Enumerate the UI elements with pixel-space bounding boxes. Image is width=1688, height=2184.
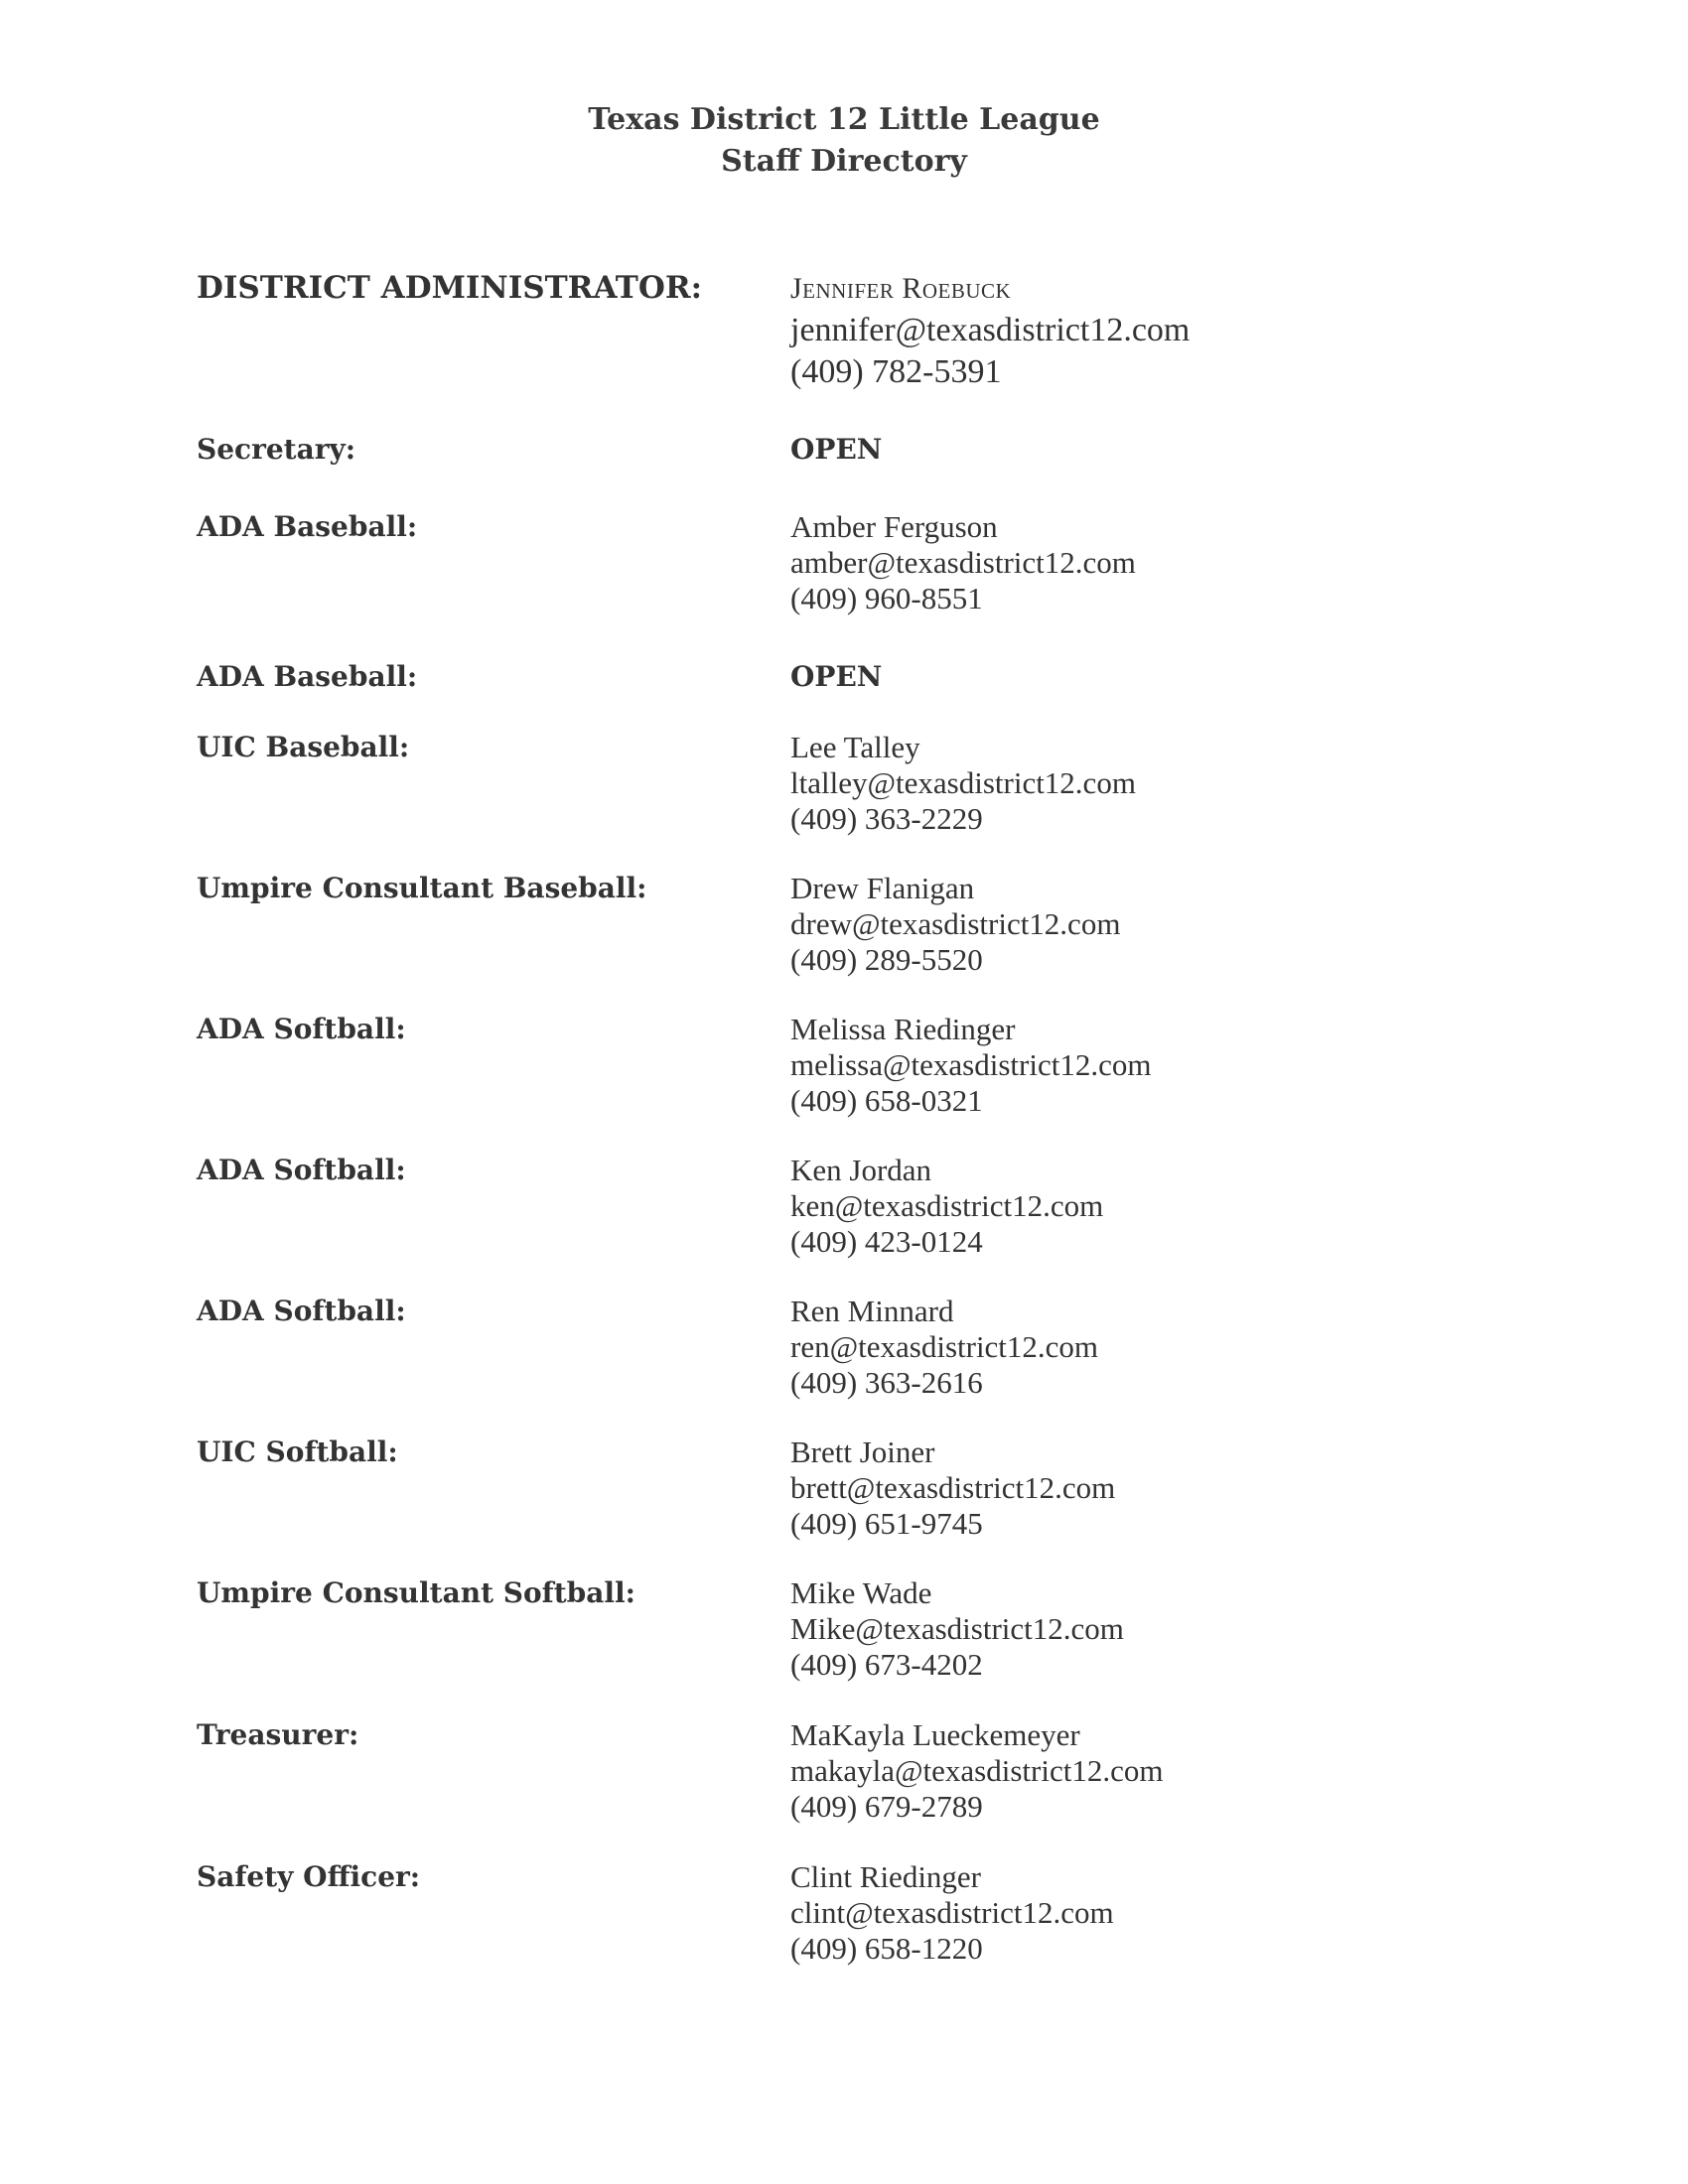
- contact-phone: (409) 782-5391: [790, 353, 1002, 390]
- contact-info: [790, 268, 1585, 393]
- contact-name: Brett Joiner: [790, 1434, 935, 1469]
- contact-phone: (409) 651-9745: [790, 1506, 983, 1541]
- contact-phone: (409) 679-2789: [790, 1789, 983, 1824]
- contact-phone: (409) 673-4202: [790, 1647, 983, 1682]
- contact-info: [790, 509, 1585, 616]
- contact-email: Mike@texasdistrict12.com: [790, 1611, 1124, 1646]
- contact-email: clint@texasdistrict12.com: [790, 1895, 1114, 1930]
- contact-phone: (409) 658-0321: [790, 1083, 983, 1118]
- role-label: ADA Softball:: [197, 1154, 406, 1186]
- contact-email: melissa@texasdistrict12.com: [790, 1047, 1152, 1082]
- contact-name: Ren Minnard: [790, 1294, 954, 1328]
- contact-name: Clint Riedinger: [790, 1859, 982, 1894]
- contact-email: ren@texasdistrict12.com: [790, 1329, 1099, 1364]
- contact-name: Mike Wade: [790, 1575, 932, 1610]
- contact-info: [790, 1717, 1585, 1825]
- role-label: Umpire Consultant Softball:: [197, 1576, 635, 1609]
- role-label: ADA Softball:: [197, 1013, 406, 1045]
- contact-name: Drew Flanigan: [790, 871, 975, 905]
- contact-name: Lee Talley: [790, 730, 920, 764]
- contact-info: [790, 1153, 1585, 1260]
- contact-email: drew@texasdistrict12.com: [790, 906, 1121, 941]
- contact-phone: (409) 289-5520: [790, 942, 983, 977]
- contact-name: OPEN: [790, 433, 883, 466]
- role-label: UIC Baseball:: [197, 731, 410, 763]
- contact-info: [790, 1859, 1585, 1967]
- contact-info: [790, 730, 1585, 837]
- contact-name: Amber Ferguson: [790, 509, 998, 544]
- contact-email: brett@texasdistrict12.com: [790, 1470, 1116, 1505]
- contact-phone: (409) 363-2229: [790, 801, 983, 836]
- contact-info: [790, 1012, 1585, 1119]
- role-label: Safety Officer:: [197, 1860, 421, 1893]
- contact-name: Jennifer Roebuck: [790, 272, 1012, 305]
- contact-email: makayla@texasdistrict12.com: [790, 1753, 1164, 1788]
- contact-phone: (409) 363-2616: [790, 1365, 983, 1400]
- role-label: DISTRICT ADMINISTRATOR:: [197, 270, 703, 306]
- contact-email: ken@texasdistrict12.com: [790, 1188, 1104, 1223]
- role-label: ADA Baseball:: [197, 660, 418, 693]
- contact-info: [790, 871, 1585, 978]
- contact-name: OPEN: [790, 660, 883, 693]
- contact-info: [790, 659, 1585, 695]
- role-label: UIC Softball:: [197, 1435, 398, 1468]
- role-label: ADA Baseball:: [197, 510, 418, 543]
- contact-info: [790, 1575, 1585, 1683]
- contact-name: MaKayla Lueckemeyer: [790, 1717, 1080, 1752]
- role-label: ADA Softball:: [197, 1295, 406, 1327]
- contact-info: [790, 1294, 1585, 1401]
- contact-phone: (409) 658-1220: [790, 1931, 983, 1966]
- role-label: Umpire Consultant Baseball:: [197, 872, 647, 904]
- contact-name: Melissa Riedinger: [790, 1012, 1016, 1046]
- role-label: Secretary:: [197, 433, 356, 466]
- contact-email: amber@texasdistrict12.com: [790, 545, 1136, 580]
- contact-email: jennifer@texasdistrict12.com: [790, 312, 1191, 348]
- contact-phone: (409) 960-8551: [790, 581, 983, 615]
- contact-email: ltalley@texasdistrict12.com: [790, 765, 1136, 800]
- document-title: Texas District 12 Little League: [588, 102, 1100, 137]
- role-label: Treasurer:: [197, 1718, 359, 1751]
- contact-info: [790, 1434, 1585, 1542]
- document-header: [0, 99, 1688, 183]
- contact-phone: (409) 423-0124: [790, 1224, 983, 1259]
- contact-name: Ken Jordan: [790, 1153, 932, 1187]
- document-subtitle: Staff Directory: [721, 144, 967, 179]
- contact-info: [790, 432, 1585, 468]
